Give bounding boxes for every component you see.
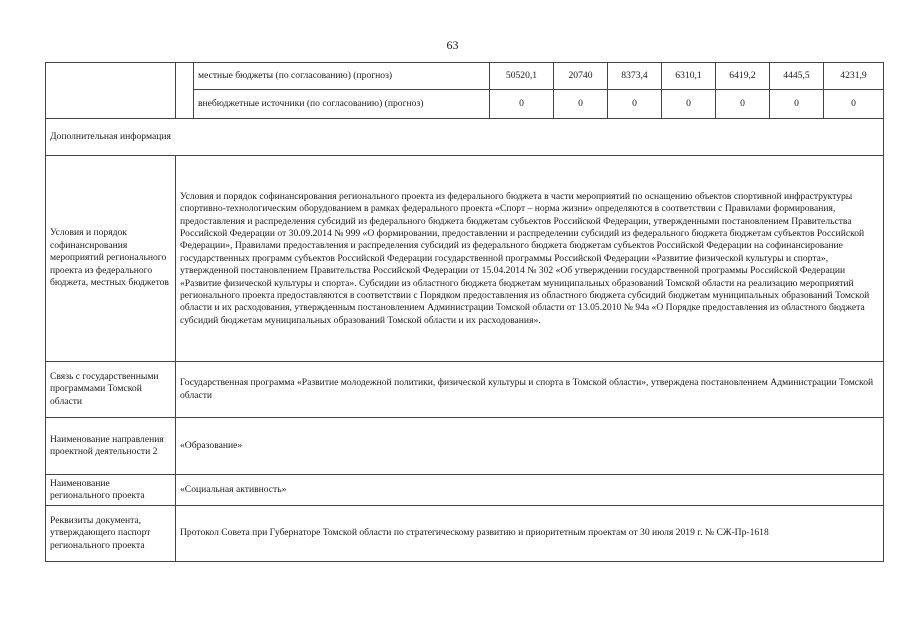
- info-label: Наименование регионального проекта: [46, 475, 176, 506]
- page-number: 63: [446, 38, 459, 52]
- info-text: «Образование»: [176, 418, 884, 475]
- info-text: «Социальная активность»: [176, 475, 884, 506]
- budget-value: 0: [824, 90, 884, 119]
- budget-value: 0: [490, 90, 554, 119]
- budget-value: 0: [554, 90, 608, 119]
- budget-value: 8373,4: [608, 63, 662, 90]
- regional-project-table: [45, 62, 884, 562]
- budget-value: 4231,9: [824, 63, 884, 90]
- info-text: Протокол Совета при Губернаторе Томской области по стратегическому развитию и приоритетным проектам от 30 июля 2019 г. № СЖ-Пр-1618: [176, 506, 884, 562]
- budget-value: 0: [608, 90, 662, 119]
- additional-info-heading-row: [46, 119, 884, 156]
- budget-value: 6310,1: [662, 63, 716, 90]
- budget-value: 4445,5: [770, 63, 824, 90]
- budget-row-local: [46, 63, 884, 90]
- info-row-state-programs: [46, 362, 884, 418]
- info-row-activity-direction: [46, 418, 884, 475]
- budget-value: 6419,2: [716, 63, 770, 90]
- section-heading: Дополнительная информация: [46, 119, 884, 156]
- info-label: Связь с государственными программами Томской области: [46, 362, 176, 418]
- info-label: Условия и порядок софинансирования мероприятий регионального проекта из федерального бюджета, местных бюджетов: [46, 156, 176, 362]
- info-label: Наименование направления проектной деятельности 2: [46, 418, 176, 475]
- info-row-cofinancing: [46, 156, 884, 362]
- info-text: Государственная программа «Развитие молодежной политики, физической культуры и спорта в Томской области», утверждена постановлением Администрации Томской области: [176, 362, 884, 418]
- empty-cell: [176, 63, 194, 119]
- budget-value: 0: [770, 90, 824, 119]
- info-row-project-name: [46, 475, 884, 506]
- budget-value: 50520,1: [490, 63, 554, 90]
- empty-cell: [46, 63, 176, 119]
- info-row-passport-document: [46, 506, 884, 562]
- budget-value: 0: [716, 90, 770, 119]
- budget-source-label: внебюджетные источники (по согласованию) (прогноз): [194, 90, 490, 119]
- budget-value: 20740: [554, 63, 608, 90]
- budget-value: 0: [662, 90, 716, 119]
- budget-source-label: местные бюджеты (по согласованию) (прогноз): [194, 63, 490, 90]
- info-text: Условия и порядок софинансирования регионального проекта из федерального бюджета в части мероприятий по оснащению объектов спортивной инфраструктуры спортивно-технологическим оборудованием в рамках федерального проекта «Спорт – норма жизни» определяются в соответствии с Правилами формирования, предоставления и распределения субсидий из федерального бюджета бюджетам субъектов Российской Федерации, утвержденными постановлением Правительства Российской Федерации от 30.09.2014 № 999 «О формировании, предоставлении и распределении субсидий из федерального бюджета бюджетам субъектов Российской Федерации», Правилами предоставления и распределения субсидий из федерального бюджета бюджетам субъектов Российской Федерации на софинансирование государственных программ субъектов Российской Федерации государственной программы Российской Федерации «Развитие физической культуры и спорта», утвержденной постановлением Правительства Российской Федерации от 15.04.2014 № 302 «Об утверждении государственной программы Российской Федерации «Развитие физической культуры и спорта». Субсидии из областного бюджета бюджетам муниципальных образований Томской области на реализацию мероприятий регионального проекта предоставляются в соответствии с Порядком предоставления из областного бюджета субсидий бюджетам муниципальных образований Томской области и их расходования, утвержденным постановлением Администрации Томской области от 13.05.2010 № 94а «О Порядке предоставления из областного бюджета субсидий бюджетам муниципальных образований Томской области и их расходования».: [176, 156, 884, 362]
- info-label: Реквизиты документа, утверждающего паспорт регионального проекта: [46, 506, 176, 562]
